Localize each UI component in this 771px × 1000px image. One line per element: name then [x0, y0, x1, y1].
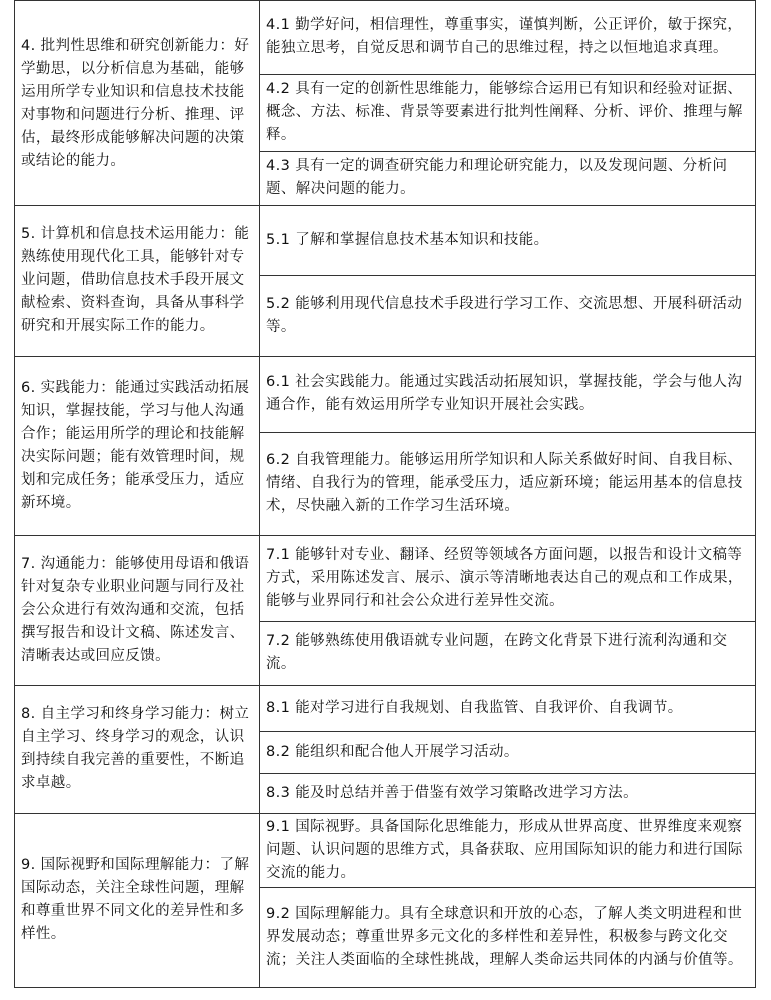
- table-row: [15, 686, 756, 732]
- table-row: [15, 1, 756, 75]
- indicator-cell: 4.2 具有一定的创新性思维能力，能够综合运用已有知识和经验对证据、概念、方法、标准、背景等要素进行批判性阐释、分析、评价、推理与解释。: [260, 75, 756, 152]
- requirement-cell: 4. 批判性思维和研究创新能力：好学勤思，以分析信息为基础，能够运用所学专业知识和信息技术技能对事物和问题进行分析、推理、评估，最终形成能够解决问题的决策或结论的能力。: [15, 1, 260, 206]
- indicator-cell: 7.1 能够针对专业、翻译、经贸等领域各方面问题，以报告和设计文稿等方式，采用陈述发言、展示、演示等清晰地表达自己的观点和工作成果，能够与业界同行和社会公众进行差异性交流。: [260, 536, 756, 622]
- requirement-cell: 9. 国际视野和国际理解能力：了解国际动态，关注全球性问题，理解和尊重世界不同文化的差异性和多样性。: [15, 814, 260, 988]
- indicator-cell: 8.2 能组织和配合他人开展学习活动。: [260, 732, 756, 774]
- requirement-cell: 8. 自主学习和终身学习能力：树立自主学习、终身学习的观念，认识到持续自我完善的重要性，不断追求卓越。: [15, 686, 260, 814]
- indicator-cell: 5.1 了解和掌握信息技术基本知识和技能。: [260, 206, 756, 276]
- table-row: [15, 206, 756, 276]
- indicator-cell: 4.1 勤学好问，相信理性，尊重事实，谨慎判断，公正评价，敏于探究，能独立思考，自觉反思和调节自己的思维过程，持之以恒地追求真理。: [260, 1, 756, 75]
- requirement-cell: 5. 计算机和信息技术运用能力：能熟练使用现代化工具，能够针对专业问题，借助信息技术手段开展文献检索、资料查询，具备从事科学研究和开展实际工作的能力。: [15, 206, 260, 357]
- indicator-cell: 6.1 社会实践能力。能通过实践活动拓展知识，掌握技能，学会与他人沟通合作，能有效运用所学专业知识开展社会实践。: [260, 357, 756, 433]
- table-row: [15, 814, 756, 888]
- table-row: [15, 357, 756, 433]
- table-row: [15, 536, 756, 622]
- indicator-cell: 8.1 能对学习进行自我规划、自我监管、自我评价、自我调节。: [260, 686, 756, 732]
- indicator-cell: 9.1 国际视野。具备国际化思维能力，形成从世界高度、世界维度来观察问题、认识问题的思维方式，具备获取、应用国际知识的能力和进行国际交流的能力。: [260, 814, 756, 888]
- indicator-cell: 8.3 能及时总结并善于借鉴有效学习策略改进学习方法。: [260, 774, 756, 814]
- indicator-cell: 9.2 国际理解能力。具有全球意识和开放的心态，了解人类文明进程和世界发展动态；尊重世界多元文化的多样性和差异性，积极参与跨文化交流；关注人类面临的全球性挑战，理解人类命运共同体的内涵与价值等。: [260, 888, 756, 988]
- graduation-requirements-table: [14, 0, 756, 988]
- requirement-cell: 6. 实践能力：能通过实践活动拓展知识，掌握技能，学习与他人沟通合作；能运用所学的理论和技能解决实际问题；能有效管理时间，规划和完成任务；能承受压力，适应新环境。: [15, 357, 260, 536]
- indicator-cell: 4.3 具有一定的调查研究能力和理论研究能力，以及发现问题、分析问题、解决问题的能力。: [260, 152, 756, 206]
- indicator-cell: 6.2 自我管理能力。能够运用所学知识和人际关系做好时间、自我目标、情绪、自我行为的管理，能承受压力，适应新环境；能运用基本的信息技术，尽快融入新的工作学习生活环境。: [260, 433, 756, 536]
- indicator-cell: 5.2 能够利用现代信息技术手段进行学习工作、交流思想、开展科研活动等。: [260, 276, 756, 357]
- indicator-cell: 7.2 能够熟练使用俄语就专业问题，在跨文化背景下进行流利沟通和交流。: [260, 622, 756, 686]
- requirement-cell: 7. 沟通能力：能够使用母语和俄语针对复杂专业职业问题与同行及社会公众进行有效沟通和交流，包括撰写报告和设计文稿、陈述发言、清晰表达或回应反馈。: [15, 536, 260, 686]
